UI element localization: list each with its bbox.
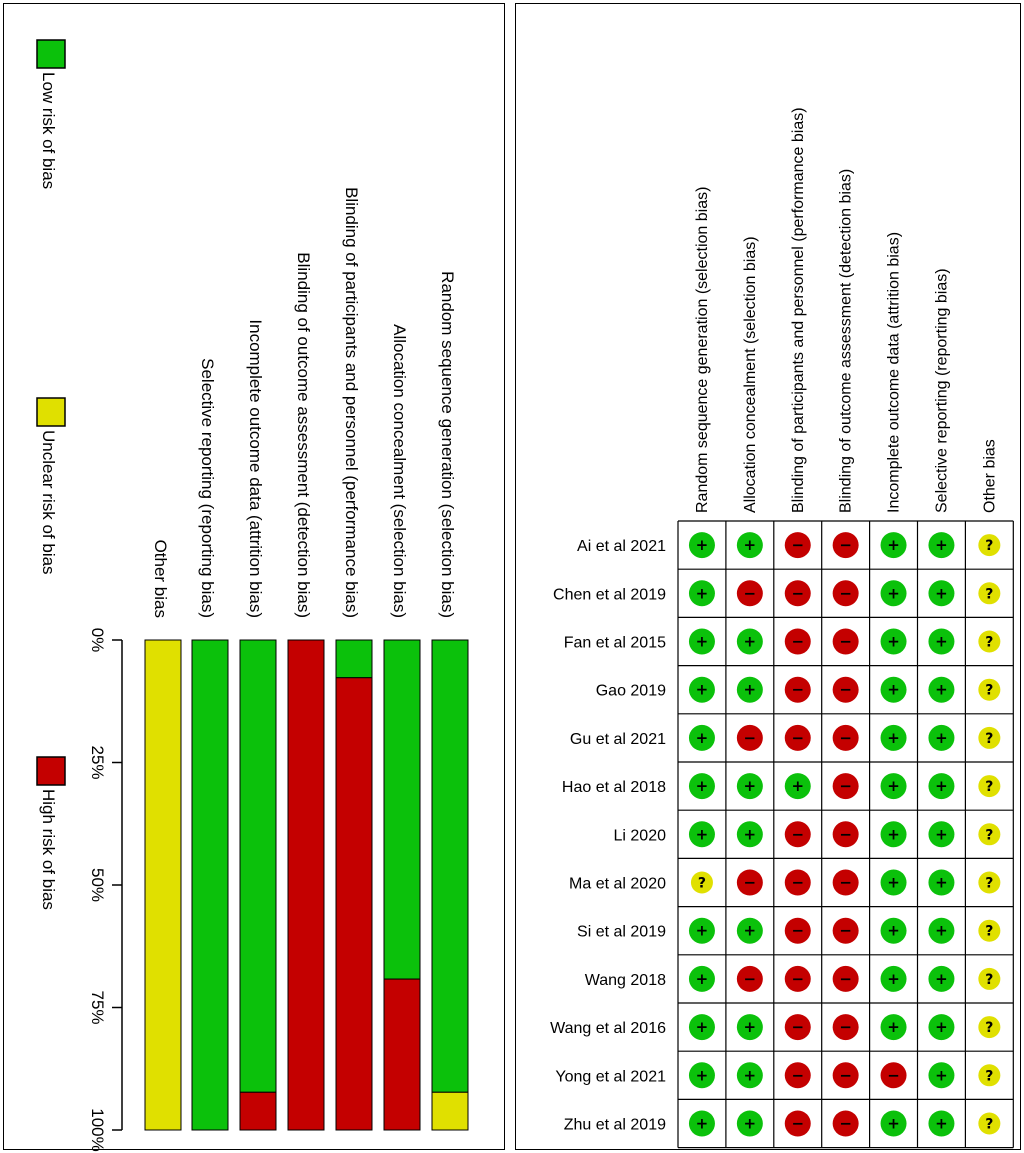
judgement-symbol-low: +: [695, 584, 709, 603]
judgement-symbol-high: −: [791, 969, 805, 988]
judgement-symbol-high: −: [839, 873, 852, 892]
judgement-high-12-2: [785, 1111, 811, 1137]
judgement-symbol-low: +: [887, 969, 900, 988]
judgement-low-8-5: [928, 918, 954, 944]
judgement-low-3-0: [689, 677, 715, 703]
judgement-low-1-5: [928, 580, 954, 606]
legend-label-high: High risk of bias: [39, 789, 58, 910]
judgement-low-5-1: [737, 773, 763, 799]
judgement-high-6-2: [785, 821, 811, 847]
judgement-symbol-high: −: [791, 584, 805, 603]
judgement-symbol-high: −: [839, 1018, 852, 1037]
judgement-low-0-5: [928, 532, 954, 558]
judgement-low-12-4: [881, 1111, 907, 1137]
judgement-low-3-4: [881, 677, 907, 703]
legend-label-low: Low risk of bias: [39, 72, 58, 190]
judgement-low-2-0: [689, 629, 715, 655]
judgement-symbol-unclear: ?: [985, 875, 994, 892]
judgement-symbol-low: +: [935, 969, 948, 988]
judgement-low-6-5: [928, 821, 954, 847]
judgement-symbol-high: −: [839, 536, 852, 555]
judgement-symbol-low: +: [743, 536, 757, 555]
judgement-symbol-unclear: ?: [985, 730, 994, 747]
study-label-12: Zhu et al 2019: [563, 1116, 666, 1134]
judgement-low-3-1: [737, 677, 763, 703]
column-header-6: Other bias: [981, 439, 999, 513]
judgement-symbol-high: −: [743, 584, 757, 603]
judgement-symbol-low: +: [887, 777, 900, 796]
judgement-symbol-low: +: [695, 1066, 709, 1085]
study-label-1: Chen et al 2019: [553, 586, 666, 604]
judgement-low-9-5: [928, 966, 954, 992]
judgement-symbol-low: +: [887, 584, 900, 603]
judgement-unclear-3-6: [978, 679, 1000, 701]
judgement-low-11-0: [689, 1062, 715, 1088]
column-header-5: Selective reporting (reporting bias): [933, 268, 951, 513]
category-label-3: Blinding of outcome assessment (detection bias): [294, 252, 313, 618]
judgement-symbol-low: +: [935, 825, 948, 844]
judgement-symbol-high: −: [791, 873, 805, 892]
judgement-symbol-low: +: [695, 1114, 709, 1133]
judgement-symbol-low: +: [887, 825, 900, 844]
judgement-symbol-low: +: [935, 536, 948, 555]
judgement-symbol-low: +: [887, 1114, 900, 1133]
judgement-low-10-5: [928, 1014, 954, 1040]
judgement-high-4-3: [833, 725, 859, 751]
judgement-high-11-3: [833, 1062, 859, 1088]
judgement-symbol-unclear: ?: [985, 827, 994, 844]
judgement-high-12-3: [833, 1111, 859, 1137]
judgement-symbol-low: +: [695, 921, 709, 940]
legend-label-unclear: Unclear risk of bias: [39, 430, 58, 575]
judgement-unclear-4-6: [978, 727, 1000, 749]
study-label-3: Gao 2019: [595, 682, 666, 700]
judgement-symbol-low: +: [695, 632, 709, 651]
judgement-symbol-low: +: [935, 1066, 948, 1085]
judgement-high-8-3: [833, 918, 859, 944]
judgement-symbol-unclear: ?: [985, 586, 994, 603]
judgement-low-11-1: [737, 1062, 763, 1088]
judgement-low-4-0: [689, 725, 715, 751]
column-header-1: Allocation concealment (selection bias): [741, 236, 759, 513]
judgement-symbol-unclear: ?: [985, 538, 994, 555]
judgement-high-7-3: [833, 870, 859, 896]
axis-tick-label-2: 50%: [88, 867, 107, 903]
judgement-low-5-0: [689, 773, 715, 799]
judgement-low-0-4: [881, 532, 907, 558]
judgement-high-5-3: [833, 773, 859, 799]
judgement-low-10-4: [881, 1014, 907, 1040]
judgement-symbol-high: −: [839, 1066, 852, 1085]
judgement-high-8-2: [785, 918, 811, 944]
column-header-0: Random sequence generation (selection bias): [693, 186, 711, 513]
judgement-symbol-unclear: ?: [985, 634, 994, 651]
study-label-0: Ai et al 2021: [577, 538, 666, 556]
study-label-9: Wang 2018: [584, 971, 666, 989]
judgement-symbol-high: −: [839, 921, 852, 940]
category-label-1: Allocation concealment (selection bias): [390, 324, 409, 618]
judgement-symbol-low: +: [935, 873, 948, 892]
judgement-symbol-high: −: [839, 1114, 852, 1133]
judgement-symbol-low: +: [887, 873, 900, 892]
judgement-high-7-2: [785, 870, 811, 896]
judgement-low-0-0: [689, 532, 715, 558]
judgement-low-5-4: [881, 773, 907, 799]
judgement-symbol-unclear: ?: [985, 923, 994, 940]
judgement-low-4-5: [928, 725, 954, 751]
study-label-5: Hao et al 2018: [561, 779, 666, 797]
axis-tick-label-0: 0%: [88, 627, 107, 653]
judgement-symbol-low: +: [743, 1018, 757, 1037]
judgement-high-4-2: [785, 725, 811, 751]
judgement-low-11-5: [928, 1062, 954, 1088]
judgement-symbol-high: −: [839, 728, 852, 747]
judgement-low-3-5: [928, 677, 954, 703]
column-header-4: Incomplete outcome data (attrition bias): [885, 231, 903, 513]
judgement-low-9-0: [689, 966, 715, 992]
judgement-symbol-high: −: [791, 1114, 805, 1133]
judgement-low-10-0: [689, 1014, 715, 1040]
judgement-low-1-4: [881, 580, 907, 606]
judgement-symbol-low: +: [935, 728, 948, 747]
judgement-symbol-unclear: ?: [985, 779, 994, 796]
judgement-high-11-2: [785, 1062, 811, 1088]
judgement-symbol-unclear: ?: [985, 682, 994, 699]
judgement-symbol-low: +: [791, 777, 805, 796]
judgement-symbol-low: +: [743, 632, 757, 651]
judgement-unclear-0-6: [978, 534, 1000, 556]
judgement-symbol-low: +: [695, 536, 709, 555]
judgement-symbol-low: +: [695, 680, 709, 699]
judgement-symbol-high: −: [839, 825, 852, 844]
judgement-symbol-high: −: [839, 632, 852, 651]
judgement-symbol-low: +: [695, 969, 709, 988]
judgement-symbol-high: −: [743, 873, 757, 892]
judgement-symbol-high: −: [839, 680, 852, 699]
axis-tick-label-4: 100%: [88, 1108, 107, 1152]
judgement-symbol-unclear: ?: [985, 1020, 994, 1037]
judgement-low-8-4: [881, 918, 907, 944]
judgement-symbol-high: −: [791, 1018, 805, 1037]
judgement-low-4-4: [881, 725, 907, 751]
column-header-2: Blinding of participants and personnel (performance bias): [789, 107, 807, 513]
judgement-symbol-low: +: [887, 728, 900, 747]
judgement-symbol-low: +: [935, 680, 948, 699]
column-header-3: Blinding of outcome assessment (detection bias): [837, 168, 855, 513]
judgement-symbol-low: +: [887, 632, 900, 651]
judgement-low-12-5: [928, 1111, 954, 1137]
judgement-low-5-2: [785, 773, 811, 799]
axis-tick-label-3: 75%: [88, 990, 107, 1025]
judgement-unclear-10-6: [978, 1016, 1000, 1038]
category-label-5: Selective reporting (reporting bias): [198, 358, 217, 618]
judgement-symbol-high: −: [743, 728, 757, 747]
judgement-high-2-3: [833, 629, 859, 655]
study-label-10: Wang et al 2016: [550, 1020, 666, 1038]
judgement-symbol-low: +: [887, 1018, 900, 1037]
judgement-symbol-high: −: [839, 584, 852, 603]
judgement-high-11-4: [881, 1062, 907, 1088]
judgement-symbol-high: −: [743, 969, 757, 988]
category-label-4: Incomplete outcome data (attrition bias): [246, 319, 265, 618]
judgement-high-1-3: [833, 580, 859, 606]
judgement-symbol-high: −: [839, 969, 852, 988]
category-label-2: Blinding of participants and personnel (performance bias): [342, 187, 361, 618]
judgement-symbol-low: +: [887, 680, 900, 699]
judgement-symbol-low: +: [935, 1018, 948, 1037]
judgement-high-3-3: [833, 677, 859, 703]
judgement-symbol-high: −: [839, 777, 852, 796]
judgement-unclear-7-0: [691, 872, 713, 894]
judgement-symbol-low: +: [887, 536, 900, 555]
study-label-2: Fan et al 2015: [563, 634, 666, 652]
judgement-symbol-low: +: [935, 632, 948, 651]
judgement-high-9-1: [737, 966, 763, 992]
judgement-high-10-3: [833, 1014, 859, 1040]
judgement-low-12-1: [737, 1111, 763, 1137]
judgement-symbol-low: +: [935, 584, 948, 603]
judgement-symbol-high: −: [791, 728, 805, 747]
judgement-symbol-high: −: [791, 1066, 805, 1085]
judgement-symbol-high: −: [791, 921, 805, 940]
judgement-low-8-0: [689, 918, 715, 944]
judgement-unclear-9-6: [978, 968, 1000, 990]
study-label-11: Yong et al 2021: [555, 1068, 666, 1086]
judgement-symbol-unclear: ?: [985, 1068, 994, 1085]
judgement-symbol-unclear: ?: [697, 875, 707, 892]
judgement-symbol-unclear: ?: [985, 1116, 994, 1133]
study-label-6: Li 2020: [613, 827, 666, 845]
judgement-low-2-1: [737, 629, 763, 655]
judgement-symbol-high: −: [887, 1066, 900, 1085]
judgement-high-7-1: [737, 870, 763, 896]
judgement-low-2-5: [928, 629, 954, 655]
judgement-low-7-4: [881, 870, 907, 896]
judgement-unclear-7-6: [978, 872, 1000, 894]
judgement-unclear-6-6: [978, 823, 1000, 845]
judgement-symbol-low: +: [695, 777, 709, 796]
judgement-symbol-low: +: [935, 1114, 948, 1133]
axis-tick-label-1: 25%: [88, 745, 107, 780]
category-label-0: Random sequence generation (selection bias): [438, 271, 457, 618]
judgement-high-6-3: [833, 821, 859, 847]
judgement-symbol-low: +: [887, 921, 900, 940]
judgement-low-10-1: [737, 1014, 763, 1040]
category-label-6: Other bias: [151, 539, 170, 618]
judgement-symbol-high: −: [791, 825, 805, 844]
judgement-unclear-12-6: [978, 1113, 1000, 1135]
study-label-7: Ma et al 2020: [569, 875, 666, 893]
judgement-symbol-low: +: [743, 1066, 757, 1085]
judgement-high-1-2: [785, 580, 811, 606]
study-label-8: Si et al 2019: [577, 923, 666, 941]
judgement-symbol-high: −: [791, 680, 805, 699]
judgement-symbol-low: +: [935, 921, 948, 940]
judgement-symbol-low: +: [743, 921, 757, 940]
judgement-low-6-1: [737, 821, 763, 847]
judgement-low-1-0: [689, 580, 715, 606]
judgement-unclear-2-6: [978, 631, 1000, 653]
judgement-high-4-1: [737, 725, 763, 751]
judgement-unclear-11-6: [978, 1064, 1000, 1086]
judgement-unclear-8-6: [978, 920, 1000, 942]
judgement-low-6-4: [881, 821, 907, 847]
judgement-unclear-1-6: [978, 582, 1000, 604]
judgement-low-8-1: [737, 918, 763, 944]
judgement-low-7-5: [928, 870, 954, 896]
judgement-symbol-low: +: [695, 1018, 709, 1037]
judgement-low-9-4: [881, 966, 907, 992]
judgement-low-5-5: [928, 773, 954, 799]
judgement-symbol-low: +: [743, 680, 757, 699]
judgement-low-0-1: [737, 532, 763, 558]
judgement-high-9-2: [785, 966, 811, 992]
judgement-symbol-low: +: [743, 825, 757, 844]
judgement-high-1-1: [737, 580, 763, 606]
judgement-symbol-low: +: [695, 825, 709, 844]
judgement-high-9-3: [833, 966, 859, 992]
judgement-symbol-low: +: [695, 728, 709, 747]
judgement-high-3-2: [785, 677, 811, 703]
judgement-high-2-2: [785, 629, 811, 655]
judgement-low-12-0: [689, 1111, 715, 1137]
study-label-4: Gu et al 2021: [569, 730, 666, 748]
judgement-high-0-3: [833, 532, 859, 558]
judgement-symbol-unclear: ?: [985, 971, 994, 988]
judgement-symbol-low: +: [743, 1114, 757, 1133]
judgement-symbol-low: +: [743, 777, 757, 796]
judgement-low-2-4: [881, 629, 907, 655]
judgement-unclear-5-6: [978, 775, 1000, 797]
judgement-high-10-2: [785, 1014, 811, 1040]
judgement-high-0-2: [785, 532, 811, 558]
judgement-symbol-high: −: [791, 632, 805, 651]
judgement-symbol-high: −: [791, 536, 805, 555]
judgement-low-6-0: [689, 821, 715, 847]
judgement-symbol-low: +: [935, 777, 948, 796]
